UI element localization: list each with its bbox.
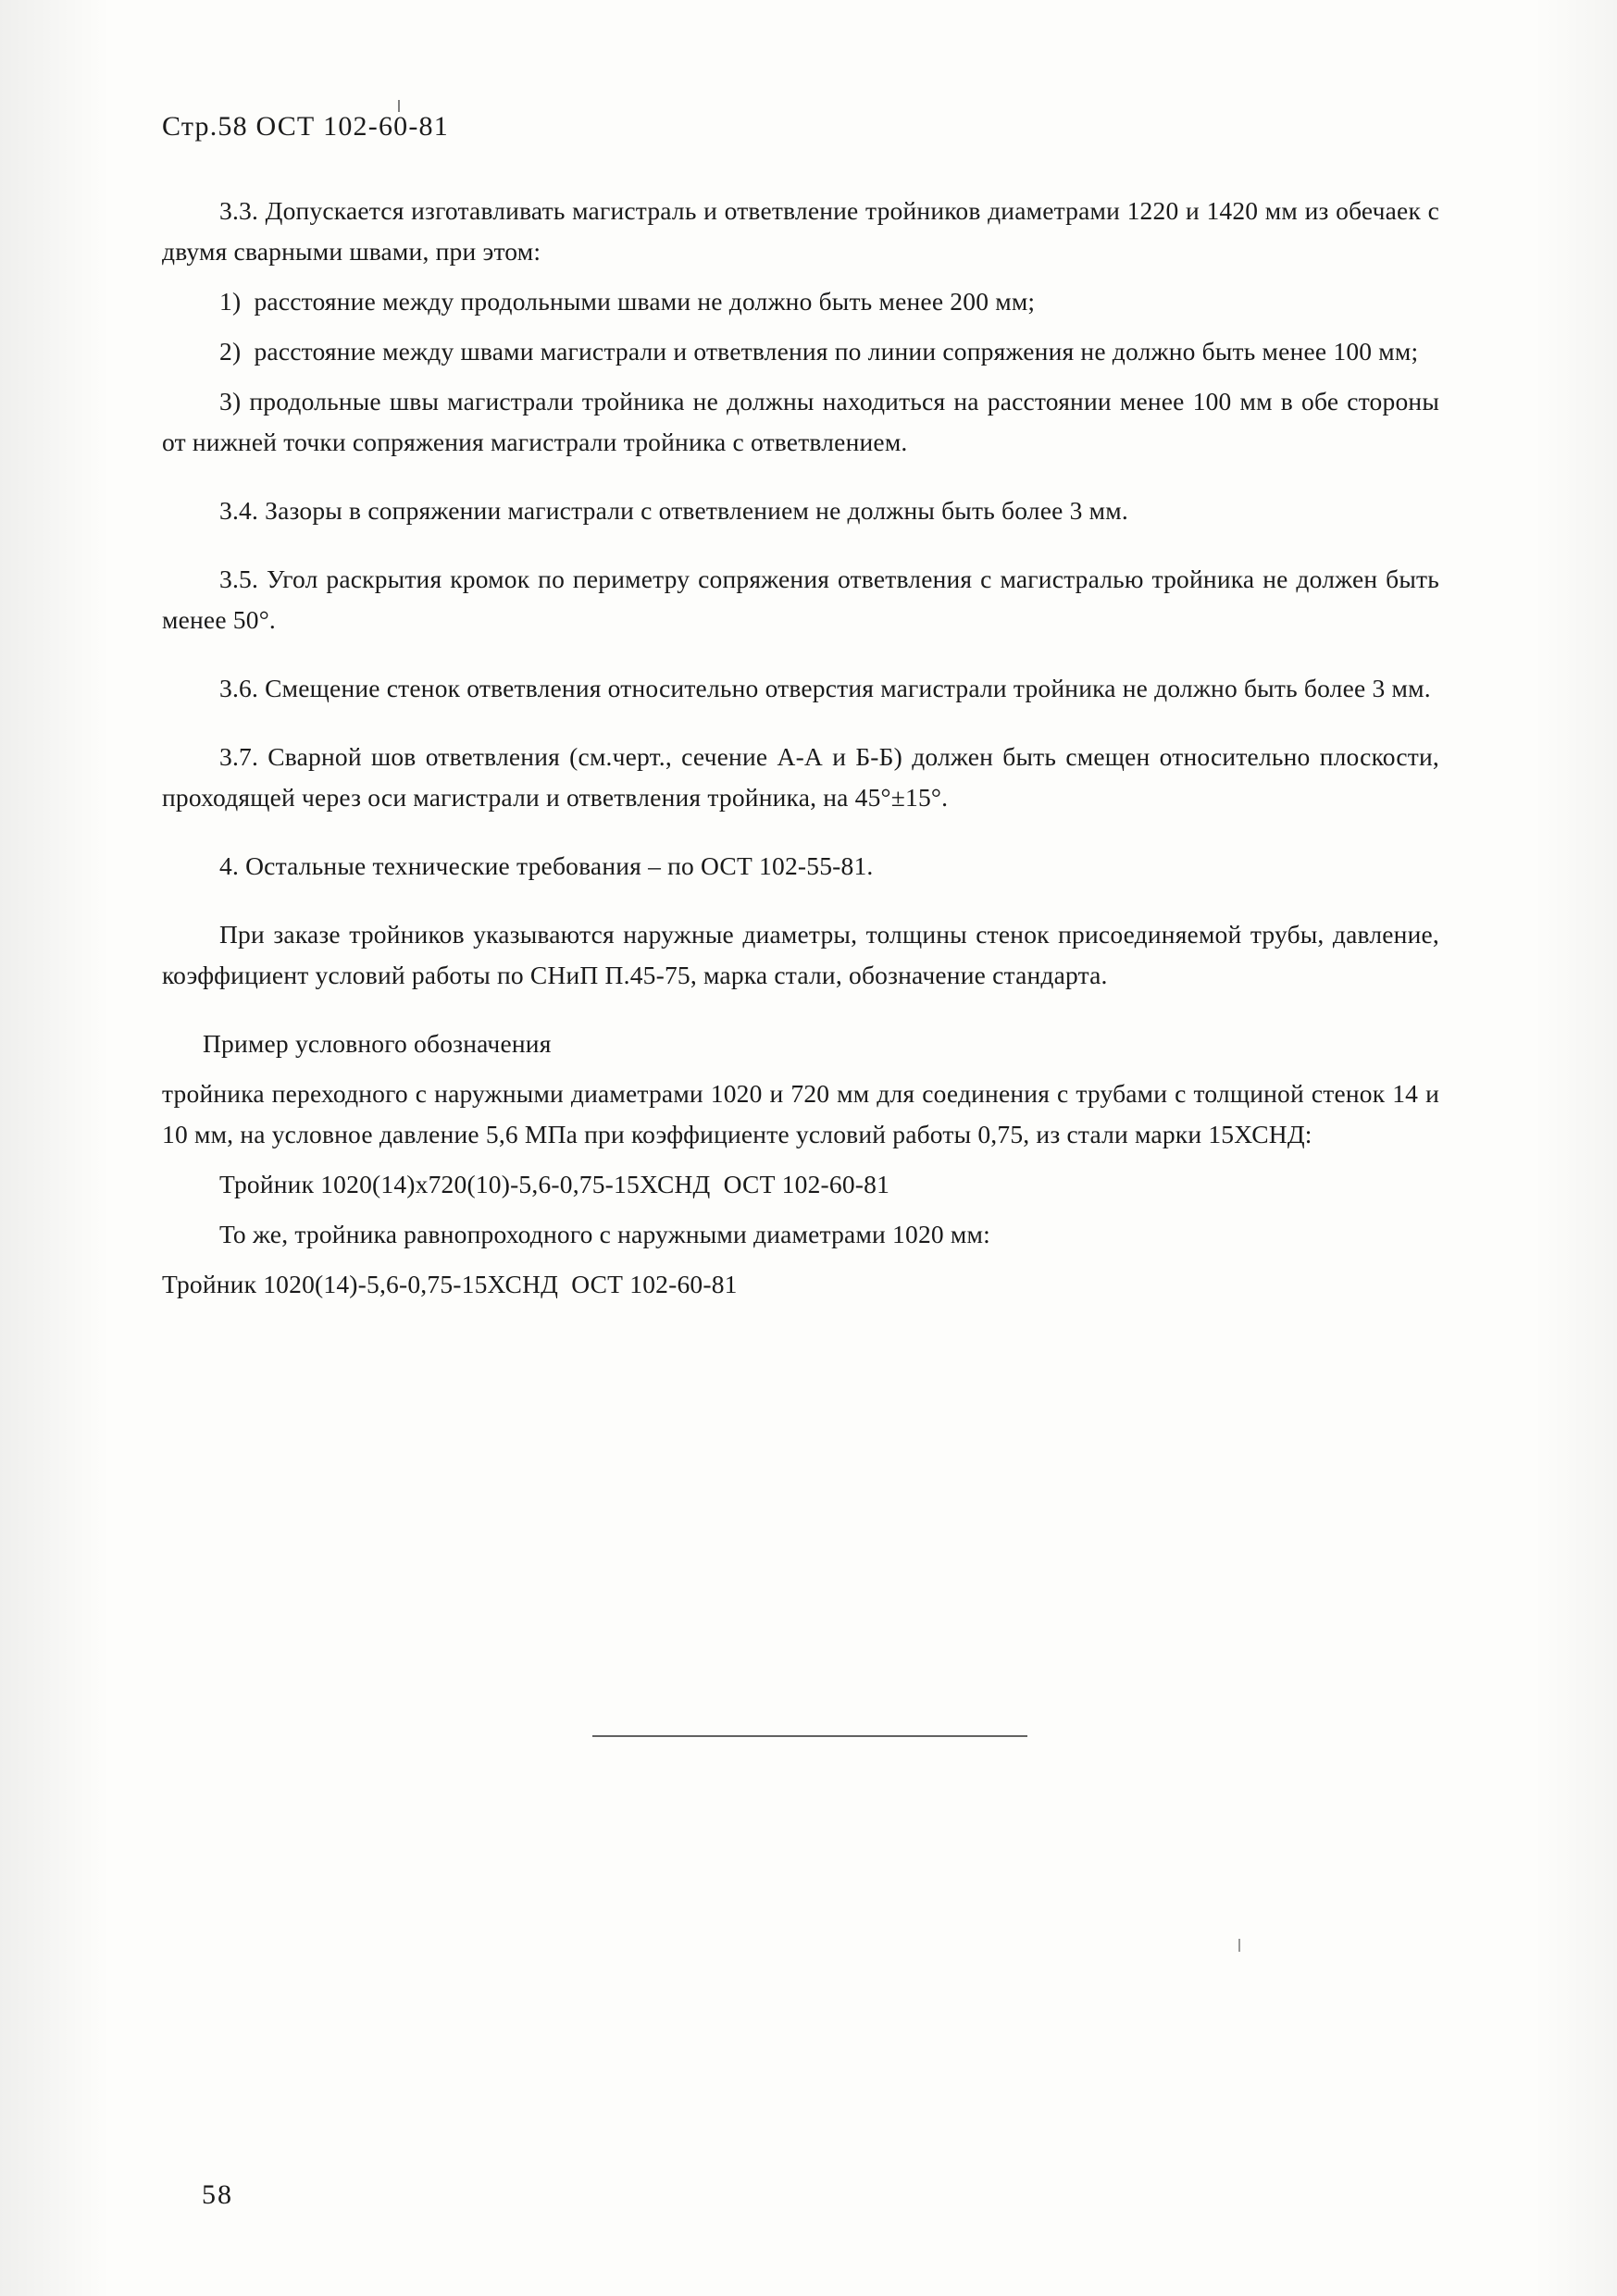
example-designation-2: Тройник 1020(14)-5,6-0,75-15ХСНД ОСТ 102-60-81 — [162, 1270, 738, 1298]
page-content — [162, 111, 1447, 1314]
paragraph-4: 4. Остальные технические требования – по ОСТ 102-55-81. — [219, 851, 874, 880]
paragraph-order-conditions: При заказе тройников указываются наружные диаметры, толщины стенок присоединяемой трубы, давление, коэффициент условий работы по СНиП П.45-75, марка стали, обозначение стандарта. — [162, 920, 1447, 989]
paragraph-3-3-item-1: 1) расстояние между продольными швами не должно быть менее 200 мм; — [219, 287, 1036, 316]
paragraph-3-3-item-2: 2) расстояние между швами магистрали и ответвления по линии сопряжения не должно быть менее 100 мм; — [219, 337, 1419, 366]
paragraph-3-3: 3.3. Допускается изготавливать магистраль и ответвление тройников диаметрами 1220 и 1420 мм из обечаек с двумя сварными швами, при этом: — [162, 196, 1447, 266]
paragraph-3-5: 3.5. Угол раскрытия кромок по периметру сопряжения ответвления с магистралью тройника не должен быть менее 50°. — [162, 565, 1447, 634]
paragraph-3-6: 3.6. Смещение стенок ответвления относительно отверстия магистрали тройника не должно быть более 3 мм. — [219, 674, 1431, 702]
example-note: То же, тройника равнопроходного с наружными диаметрами 1020 мм: — [219, 1220, 990, 1248]
paragraph-3-3-item-3: 3) продольные швы магистрали тройника не должны находиться на расстоянии менее 100 мм в обе стороны от нижней точки сопряжения магистрали тройника с ответвлением. — [162, 387, 1447, 456]
page-folio-number: 58 — [202, 2179, 233, 2210]
paragraph-3-4: 3.4. Зазоры в сопряжении магистрали с ответвлением не должны быть более 3 мм. — [219, 496, 1128, 525]
section-divider-rule — [592, 1735, 1027, 1737]
example-description: тройника переходного с наружными диаметрами 1020 и 720 мм для соединения с трубами с толщиной стенок 14 и 10 мм, на условное давление 5,6 МПа при коэффициенте условий работы 0,75, из стали марки 15ХСНД: — [162, 1079, 1447, 1148]
bottom-registration-mark — [1238, 1939, 1240, 1952]
paragraph-3-7: 3.7. Сварной шов ответвления (см.черт., сечение А-А и Б-Б) должен быть смещен относительно плоскости, проходящей через оси магистрали и ответвления тройника, на 45°±15°. — [162, 742, 1447, 812]
page-header: Стр.58 ОСТ 102-60-81 — [162, 111, 449, 142]
example-designation-1: Тройник 1020(14)х720(10)-5,6-0,75-15ХСНД ОСТ 102-60-81 — [219, 1170, 890, 1198]
example-title: Пример условного обозначения — [203, 1029, 552, 1058]
